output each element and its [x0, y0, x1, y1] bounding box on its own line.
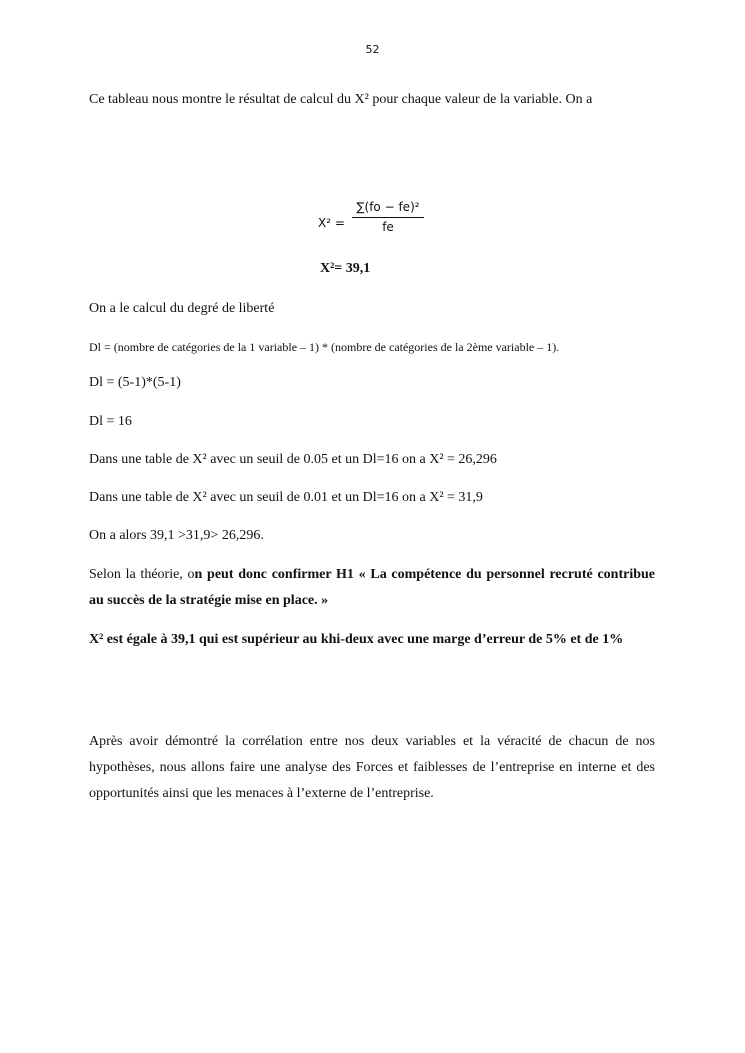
- intro-paragraph: Ce tableau nous montre le résultat de calcul du X² pour chaque valeur de la variable. On a: [89, 92, 593, 107]
- transition-paragraph: Après avoir démontré la corrélation entre nos deux variables et la véracité de chacun de nos hypothèses, nous allons faire une analyse des Forces et faiblesses de l’entreprise en interne et des opportunités ainsi que les menaces à l’externe de l’entreprise.: [89, 734, 655, 801]
- theory-paragraph: [89, 562, 655, 614]
- theory-hypothesis: n peut donc confirmer H1 « La compétence du personnel recruté contribue au succès de la stratégie mise en place. »: [89, 567, 655, 608]
- dl-calculation: Dl = (5-1)*(5-1): [89, 375, 181, 390]
- conclusion-paragraph: [89, 627, 655, 653]
- theory-prefix: Selon la théorie, o: [89, 567, 195, 582]
- degree-intro: On a le calcul du degré de liberté: [89, 301, 275, 316]
- formula-lhs: X² =: [318, 216, 345, 230]
- formula-denominator: fe: [382, 220, 394, 234]
- formula-fraction: [352, 200, 424, 234]
- formula-numerator: ∑(fo − fe)²: [352, 200, 424, 218]
- table-threshold-001: Dans une table de X² avec un seuil de 0.01 et un Dl=16 on a X² = 31,9: [89, 490, 483, 505]
- comparison: On a alors 39,1 >31,9> 26,296.: [89, 528, 264, 543]
- chi-square-result: [320, 262, 370, 276]
- page-number: 52: [365, 43, 380, 56]
- degree-formula: Dl = (nombre de catégories de la 1 variable – 1) * (nombre de catégories de la 2ème variable – 1).: [89, 340, 560, 354]
- table-threshold-005: Dans une table de X² avec un seuil de 0.05 et un Dl=16 on a X² = 26,296: [89, 452, 497, 467]
- conclusion-text: X² est égale à 39,1 qui est supérieur au khi-deux avec une marge d’erreur de 5% et de 1%: [89, 632, 624, 647]
- dl-value: Dl = 16: [89, 414, 132, 429]
- chi-square-result-value: X²= 39,1: [320, 261, 371, 276]
